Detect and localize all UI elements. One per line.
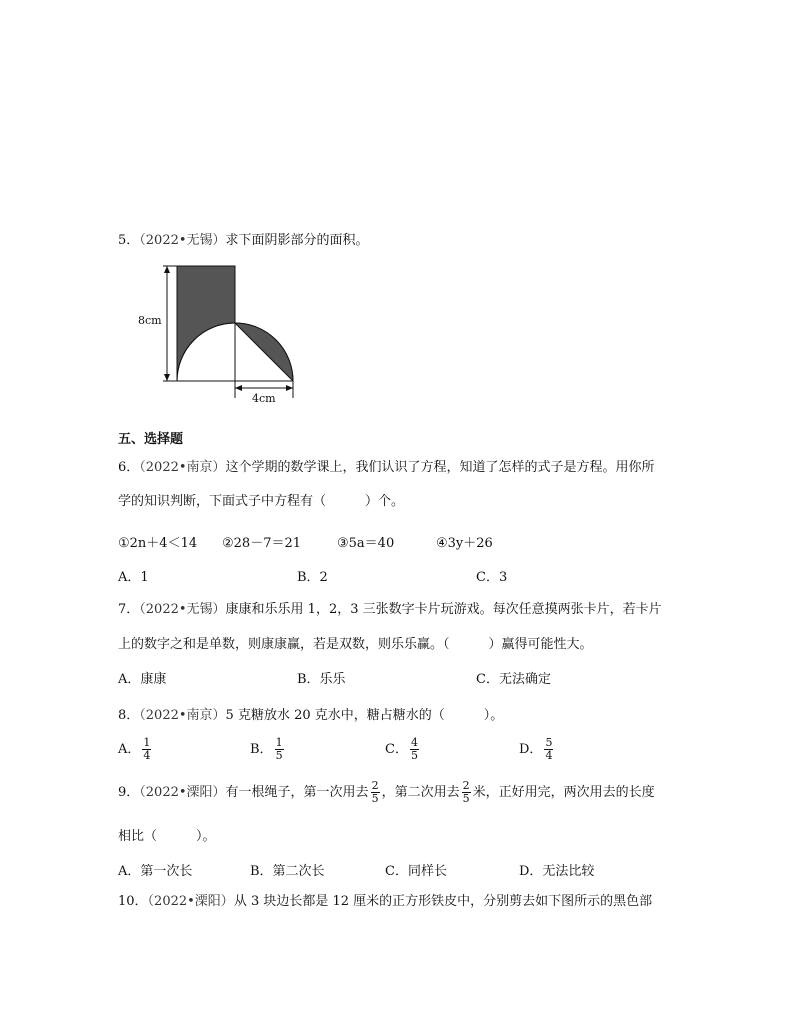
q6-expr-2: ②28－7＝21 <box>222 536 302 551</box>
q6-expr-4: ④3y＋26 <box>436 536 493 551</box>
q7-line2: 上的数字之和是单数，则康康赢，若是双数，则乐乐赢。（ ）赢得可能性大。 <box>118 637 593 652</box>
q9-text-part3: 米，正好用完，两次用去的长度 <box>472 785 655 800</box>
q8-number: 8． <box>118 708 140 723</box>
q8-option-b-fraction: $\frac{1}{5}$ <box>275 736 283 762</box>
q5-line <box>118 229 369 248</box>
q6-option-a[interactable]: A．1 <box>118 570 149 585</box>
q10-line <box>118 890 652 909</box>
q7-source: （2022•无锡） <box>139 602 226 617</box>
q9-option-b[interactable]: B．第二次长 <box>250 864 325 879</box>
q6-text1: 这个学期的数学课上，我们认识了方程，知道了怎样的式子是方程。用你所 <box>225 460 655 475</box>
q8-option-c-fraction: $\frac{4}{5}$ <box>410 736 418 762</box>
q9-source: （2022•溧阳） <box>139 785 226 800</box>
q8-line <box>118 704 503 723</box>
q9-fraction-1: $\frac{2}{5}$ <box>371 779 379 805</box>
q9-number: 9． <box>118 785 140 800</box>
q7-option-a[interactable]: A．康康 <box>118 672 167 687</box>
q5-figure <box>130 258 310 408</box>
q8-option-b-label: B． <box>250 742 273 757</box>
q5-text: 求下面阴影部分的面积。 <box>225 233 369 248</box>
q8-option-a[interactable] <box>118 737 153 762</box>
q8-option-a-label: A． <box>118 742 141 757</box>
q8-option-c-label: C． <box>385 742 408 757</box>
q5-width-label: 4cm <box>252 392 276 405</box>
q10-number: 10． <box>118 894 148 909</box>
q6-number: 6． <box>118 460 140 475</box>
q7-number: 7． <box>118 602 140 617</box>
q9-text-part1: 有一根绳子，第一次用去 <box>225 785 369 800</box>
q8-option-d-label: D． <box>519 742 543 757</box>
q9-fraction-2: $\frac{2}{5}$ <box>462 779 470 805</box>
q8-option-c[interactable] <box>385 737 421 762</box>
q9-line1 <box>118 780 655 805</box>
q7-line1 <box>118 598 662 617</box>
q6-expr-1: ①2n＋4＜14 <box>118 536 198 551</box>
q5-source: （2022•无锡） <box>139 233 226 248</box>
q8-option-d-fraction: $\frac{5}{4}$ <box>545 736 553 762</box>
q7-text1: 康康和乐乐用 1，2，3 三张数字卡片玩游戏。每次任意摸两张卡片，若卡片 <box>225 602 662 617</box>
q9-option-a[interactable]: A．第一次长 <box>118 864 193 879</box>
q8-option-d[interactable] <box>519 737 555 762</box>
q10-source: （2022•溧阳） <box>147 894 234 909</box>
q6-line1 <box>118 456 655 475</box>
q7-option-b[interactable]: B．乐乐 <box>297 672 346 687</box>
q8-option-a-fraction: $\frac{1}{4}$ <box>143 736 151 762</box>
q9-option-c[interactable]: C．同样长 <box>385 864 447 879</box>
q7-option-c[interactable]: C．无法确定 <box>476 672 551 687</box>
q6-line2: 学的知识判断，下面式子中方程有（ ）个。 <box>118 494 405 509</box>
q6-expr-3: ③5a＝40 <box>337 536 395 551</box>
section-title: 五、选择题 <box>118 432 184 447</box>
q5-height-label: 8cm <box>138 314 162 327</box>
q10-text: 从 3 块边长都是 12 厘米的正方形铁皮中，分别剪去如下图所示的黑色部 <box>233 894 653 909</box>
q9-line2: 相比（ ）。 <box>118 829 216 844</box>
q6-option-b[interactable]: B．2 <box>297 570 328 585</box>
q8-option-b[interactable] <box>250 737 286 762</box>
q9-text-part2: ，第二次用去 <box>381 785 460 800</box>
q6-option-c[interactable]: C．3 <box>476 570 508 585</box>
q9-option-d[interactable]: D．无法比较 <box>519 864 595 879</box>
q5-number: 5． <box>118 233 140 248</box>
q5-right-shaded-segment <box>235 323 293 381</box>
q8-text: 5 克糖放水 20 克水中，糖占糖水的（ ）。 <box>225 708 504 723</box>
q6-source: （2022•南京） <box>139 460 226 475</box>
q8-source: （2022•南京） <box>139 708 226 723</box>
